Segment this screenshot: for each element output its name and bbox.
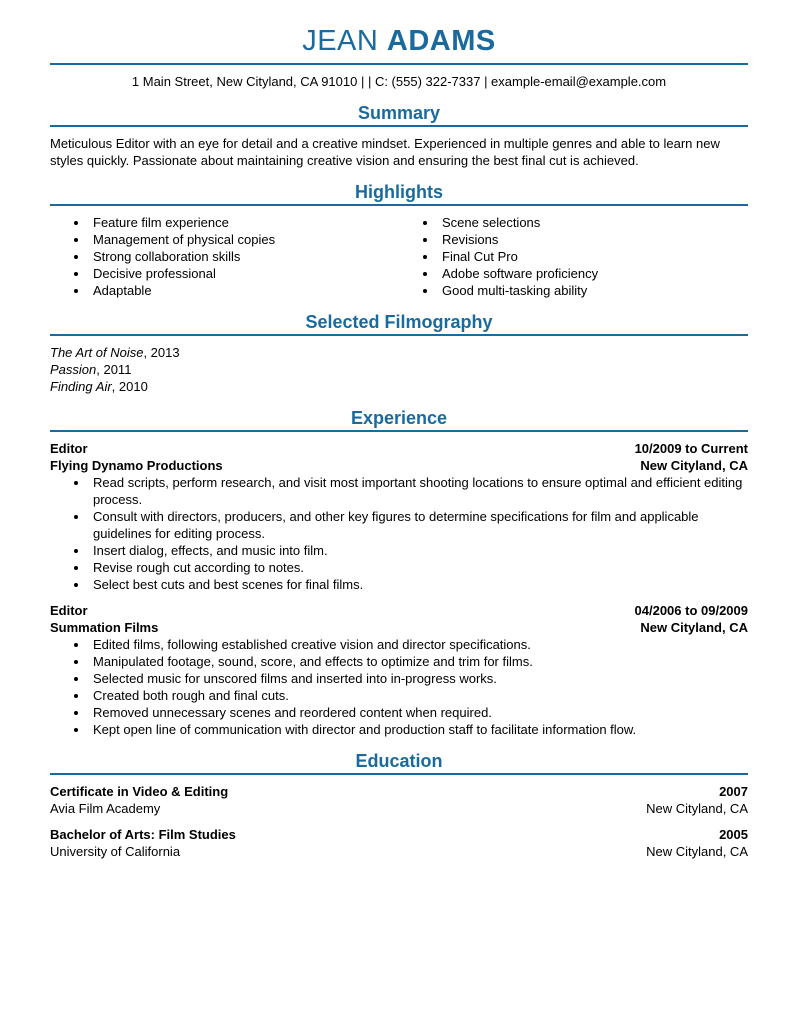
film-entry [50, 378, 748, 395]
film-entry [50, 344, 748, 361]
education-divider [50, 773, 748, 775]
education-location: New Cityland, CA [646, 801, 748, 816]
experience-divider [50, 430, 748, 432]
education-degree-row [50, 826, 748, 843]
section-title-filmography: Selected Filmography [305, 312, 493, 332]
job-bullet: Kept open line of communication with director and production staff to facilitate information flow. [50, 721, 748, 738]
job-company: Summation Films [50, 620, 159, 635]
header-divider [50, 63, 748, 65]
highlights-divider [50, 204, 748, 206]
job-dates: 04/2006 to 09/2009 [634, 603, 748, 618]
film-year: , 2011 [96, 362, 132, 377]
job-role: Editor [50, 603, 88, 618]
film-entry [50, 361, 748, 378]
highlight-item: Good multi-tasking ability [399, 282, 748, 299]
education-school-row [50, 800, 748, 817]
summary-text: Meticulous Editor with an eye for detail and a creative mindset. Experienced in multiple genres and able to learn new styles quickly. Passionate about maintaining creative vision and ensuring the best final cut is achieved. [50, 136, 720, 168]
job-bullet: Read scripts, perform research, and visit most important shooting locations to ensure optimal and efficient editing process. [50, 474, 748, 508]
education-year: 2007 [719, 784, 748, 799]
candidate-first-name: JEAN [302, 25, 379, 57]
contact-line: 1 Main Street, New Cityland, CA 91010 | | C: (555) 322-7337 | example-email@example.com [131, 74, 667, 89]
highlights-left-column [50, 214, 399, 299]
job-company-row [50, 619, 748, 636]
highlight-item: Final Cut Pro [399, 248, 748, 265]
education-school: University of California [50, 844, 181, 859]
job-title-row [50, 602, 748, 619]
job-bullet: Manipulated footage, sound, score, and effects to optimize and trim for films. [50, 653, 748, 670]
education-entry-2 [50, 826, 748, 860]
job-location: New Cityland, CA [640, 458, 748, 473]
experience-job-2 [50, 602, 748, 738]
job-company: Flying Dynamo Productions [50, 458, 223, 473]
section-title-education: Education [355, 751, 443, 771]
education-year: 2005 [719, 827, 748, 842]
job-bullet: Insert dialog, effects, and music into film. [50, 542, 748, 559]
highlight-item: Adobe software proficiency [399, 265, 748, 282]
job-bullet-list [50, 474, 748, 593]
education-entry-1 [50, 783, 748, 817]
highlight-item: Strong collaboration skills [50, 248, 399, 265]
section-title-summary: Summary [357, 103, 441, 123]
job-title-row [50, 440, 748, 457]
highlight-item: Management of physical copies [50, 231, 399, 248]
section-title-experience: Experience [350, 408, 448, 428]
highlights-left-list [50, 214, 399, 299]
film-title: Finding Air [50, 379, 112, 394]
filmography-list [50, 344, 748, 395]
experience-job-1 [50, 440, 748, 593]
highlights-columns [50, 214, 748, 299]
highlights-right-list [399, 214, 748, 299]
highlight-item: Scene selections [399, 214, 748, 231]
highlight-item: Adaptable [50, 282, 399, 299]
job-bullet-list [50, 636, 748, 738]
job-bullet: Created both rough and final cuts. [50, 687, 748, 704]
education-degree-row [50, 783, 748, 800]
education-degree: Bachelor of Arts: Film Studies [50, 827, 236, 842]
job-bullet: Select best cuts and best scenes for final films. [50, 576, 748, 593]
highlights-right-column [399, 214, 748, 299]
job-dates: 10/2009 to Current [634, 441, 748, 456]
candidate-name [50, 25, 748, 57]
education-school: Avia Film Academy [50, 801, 161, 816]
candidate-last-name: ADAMS [386, 25, 496, 57]
film-year: , 2010 [111, 379, 148, 394]
education-location: New Cityland, CA [646, 844, 748, 859]
education-school-row [50, 843, 748, 860]
job-bullet: Edited films, following established creative vision and director specifications. [50, 636, 748, 653]
job-company-row [50, 457, 748, 474]
job-bullet: Consult with directors, producers, and other key figures to determine specifications for film and applicable guidelines for editing process. [50, 508, 748, 542]
job-role: Editor [50, 441, 88, 456]
film-title: Passion [50, 362, 97, 377]
highlight-item: Feature film experience [50, 214, 399, 231]
film-title: The Art of Noise [50, 345, 144, 360]
job-bullet: Removed unnecessary scenes and reordered content when required. [50, 704, 748, 721]
job-bullet: Revise rough cut according to notes. [50, 559, 748, 576]
job-location: New Cityland, CA [640, 620, 748, 635]
job-bullet: Selected music for unscored films and inserted into in-progress works. [50, 670, 748, 687]
section-title-highlights: Highlights [355, 182, 443, 202]
highlight-item: Revisions [399, 231, 748, 248]
summary-divider [50, 125, 748, 127]
film-year: , 2013 [143, 345, 180, 360]
filmography-divider [50, 334, 748, 336]
education-degree: Certificate in Video & Editing [50, 784, 229, 799]
highlight-item: Decisive professional [50, 265, 399, 282]
